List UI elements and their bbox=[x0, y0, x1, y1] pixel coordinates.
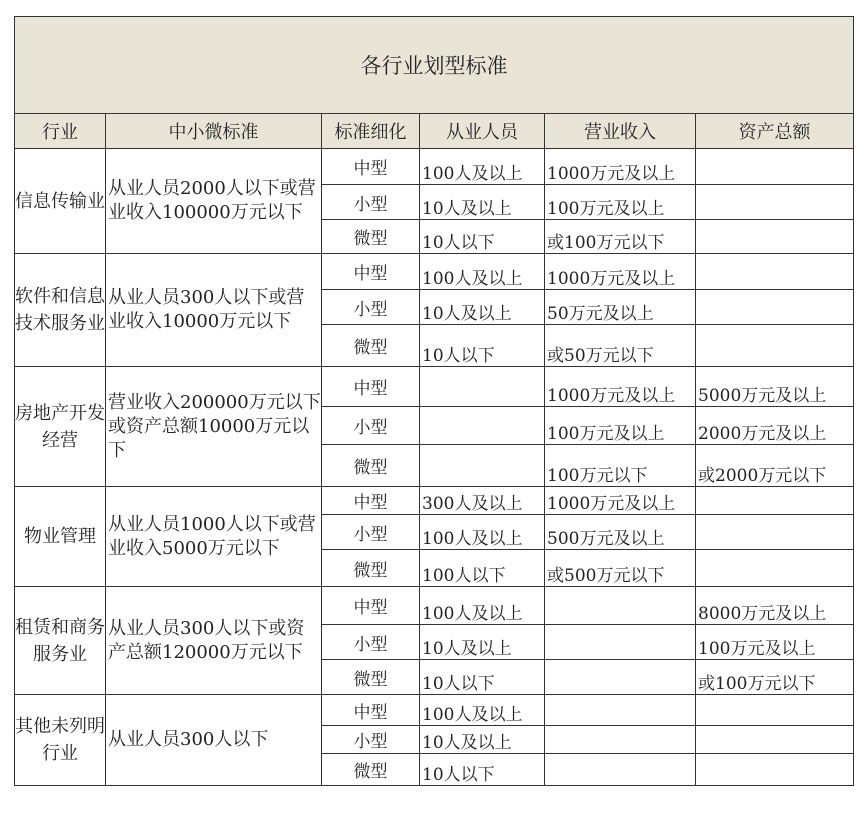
criterion-cell: 从业人员2000人以下或营业收入100000万元以下 bbox=[106, 149, 322, 254]
industry-classification-table bbox=[14, 16, 854, 786]
employees-cell: 10人以下 bbox=[420, 754, 545, 786]
header-employees: 从业人员 bbox=[420, 114, 545, 149]
table-row bbox=[15, 367, 854, 407]
revenue-cell bbox=[545, 587, 696, 625]
size-cell: 中型 bbox=[322, 487, 420, 515]
assets-cell bbox=[696, 515, 854, 550]
employees-cell: 10人及以上 bbox=[420, 185, 545, 220]
size-cell: 中型 bbox=[322, 367, 420, 407]
table-row bbox=[15, 695, 854, 726]
revenue-cell: 或50万元以下 bbox=[545, 325, 696, 367]
header-row bbox=[15, 114, 854, 149]
employees-cell: 100人及以上 bbox=[420, 515, 545, 550]
employees-cell: 10人及以上 bbox=[420, 726, 545, 754]
assets-cell: 8000万元及以上 bbox=[696, 587, 854, 625]
assets-cell bbox=[696, 149, 854, 185]
table-row bbox=[15, 487, 854, 515]
revenue-cell: 100万元以下 bbox=[545, 445, 696, 487]
employees-cell bbox=[420, 445, 545, 487]
employees-cell: 10人及以上 bbox=[420, 625, 545, 660]
size-cell: 中型 bbox=[322, 695, 420, 726]
revenue-cell bbox=[545, 726, 696, 754]
employees-cell: 100人以下 bbox=[420, 550, 545, 587]
size-cell: 小型 bbox=[322, 515, 420, 550]
size-cell: 微型 bbox=[322, 660, 420, 695]
size-cell: 小型 bbox=[322, 625, 420, 660]
employees-cell: 10人以下 bbox=[420, 325, 545, 367]
assets-cell bbox=[696, 754, 854, 786]
table-title: 各行业划型标准 bbox=[15, 17, 854, 114]
size-cell: 小型 bbox=[322, 290, 420, 325]
revenue-cell bbox=[545, 695, 696, 726]
header-industry: 行业 bbox=[15, 114, 106, 149]
employees-cell bbox=[420, 367, 545, 407]
revenue-cell: 100万元及以上 bbox=[545, 407, 696, 445]
size-cell: 微型 bbox=[322, 550, 420, 587]
table-body bbox=[15, 149, 854, 786]
assets-cell bbox=[696, 550, 854, 587]
criterion-cell: 从业人员300人以下 bbox=[106, 695, 322, 786]
revenue-cell: 或100万元以下 bbox=[545, 220, 696, 254]
revenue-cell bbox=[545, 625, 696, 660]
industry-cell: 其他未列明行业 bbox=[15, 695, 106, 786]
size-cell: 微型 bbox=[322, 754, 420, 786]
assets-cell bbox=[696, 726, 854, 754]
revenue-cell bbox=[545, 754, 696, 786]
size-cell: 小型 bbox=[322, 185, 420, 220]
employees-cell: 300人及以上 bbox=[420, 487, 545, 515]
employees-cell: 10人及以上 bbox=[420, 290, 545, 325]
employees-cell: 100人及以上 bbox=[420, 254, 545, 290]
assets-cell bbox=[696, 185, 854, 220]
revenue-cell bbox=[545, 660, 696, 695]
header-criterion: 中小微标准 bbox=[106, 114, 322, 149]
assets-cell bbox=[696, 220, 854, 254]
industry-cell: 信息传输业 bbox=[15, 149, 106, 254]
revenue-cell: 100万元及以上 bbox=[545, 185, 696, 220]
size-cell: 微型 bbox=[322, 445, 420, 487]
table-row bbox=[15, 149, 854, 185]
revenue-cell: 或500万元以下 bbox=[545, 550, 696, 587]
revenue-cell: 1000万元及以上 bbox=[545, 487, 696, 515]
criterion-cell: 从业人员300人以下或资产总额120000万元以下 bbox=[106, 587, 322, 695]
size-cell: 中型 bbox=[322, 149, 420, 185]
assets-cell: 100万元及以上 bbox=[696, 625, 854, 660]
assets-cell: 5000万元及以上 bbox=[696, 367, 854, 407]
size-cell: 微型 bbox=[322, 325, 420, 367]
criterion-cell: 营业收入200000万元以下或资产总额10000万元以下 bbox=[106, 367, 322, 487]
industry-cell: 物业管理 bbox=[15, 487, 106, 587]
employees-cell: 10人以下 bbox=[420, 220, 545, 254]
employees-cell bbox=[420, 407, 545, 445]
size-cell: 中型 bbox=[322, 254, 420, 290]
assets-cell bbox=[696, 487, 854, 515]
employees-cell: 100人及以上 bbox=[420, 695, 545, 726]
size-cell: 小型 bbox=[322, 726, 420, 754]
assets-cell: 或2000万元以下 bbox=[696, 445, 854, 487]
header-size-detail: 标准细化 bbox=[322, 114, 420, 149]
size-cell: 小型 bbox=[322, 407, 420, 445]
assets-cell bbox=[696, 290, 854, 325]
revenue-cell: 500万元及以上 bbox=[545, 515, 696, 550]
employees-cell: 100人及以上 bbox=[420, 587, 545, 625]
assets-cell bbox=[696, 325, 854, 367]
assets-cell: 2000万元及以上 bbox=[696, 407, 854, 445]
header-revenue: 营业收入 bbox=[545, 114, 696, 149]
assets-cell bbox=[696, 695, 854, 726]
criterion-cell: 从业人员300人以下或营业收入10000万元以下 bbox=[106, 254, 322, 367]
employees-cell: 10人以下 bbox=[420, 660, 545, 695]
industry-cell: 软件和信息技术服务业 bbox=[15, 254, 106, 367]
size-cell: 中型 bbox=[322, 587, 420, 625]
revenue-cell: 50万元及以上 bbox=[545, 290, 696, 325]
table-row bbox=[15, 254, 854, 290]
criterion-cell: 从业人员1000人以下或营业收入5000万元以下 bbox=[106, 487, 322, 587]
employees-cell: 100人及以上 bbox=[420, 149, 545, 185]
assets-cell: 或100万元以下 bbox=[696, 660, 854, 695]
revenue-cell: 1000万元及以上 bbox=[545, 367, 696, 407]
revenue-cell: 1000万元及以上 bbox=[545, 254, 696, 290]
size-cell: 微型 bbox=[322, 220, 420, 254]
revenue-cell: 1000万元及以上 bbox=[545, 149, 696, 185]
assets-cell bbox=[696, 254, 854, 290]
table-row bbox=[15, 587, 854, 625]
header-assets: 资产总额 bbox=[696, 114, 854, 149]
industry-cell: 租赁和商务服务业 bbox=[15, 587, 106, 695]
industry-cell: 房地产开发经营 bbox=[15, 367, 106, 487]
